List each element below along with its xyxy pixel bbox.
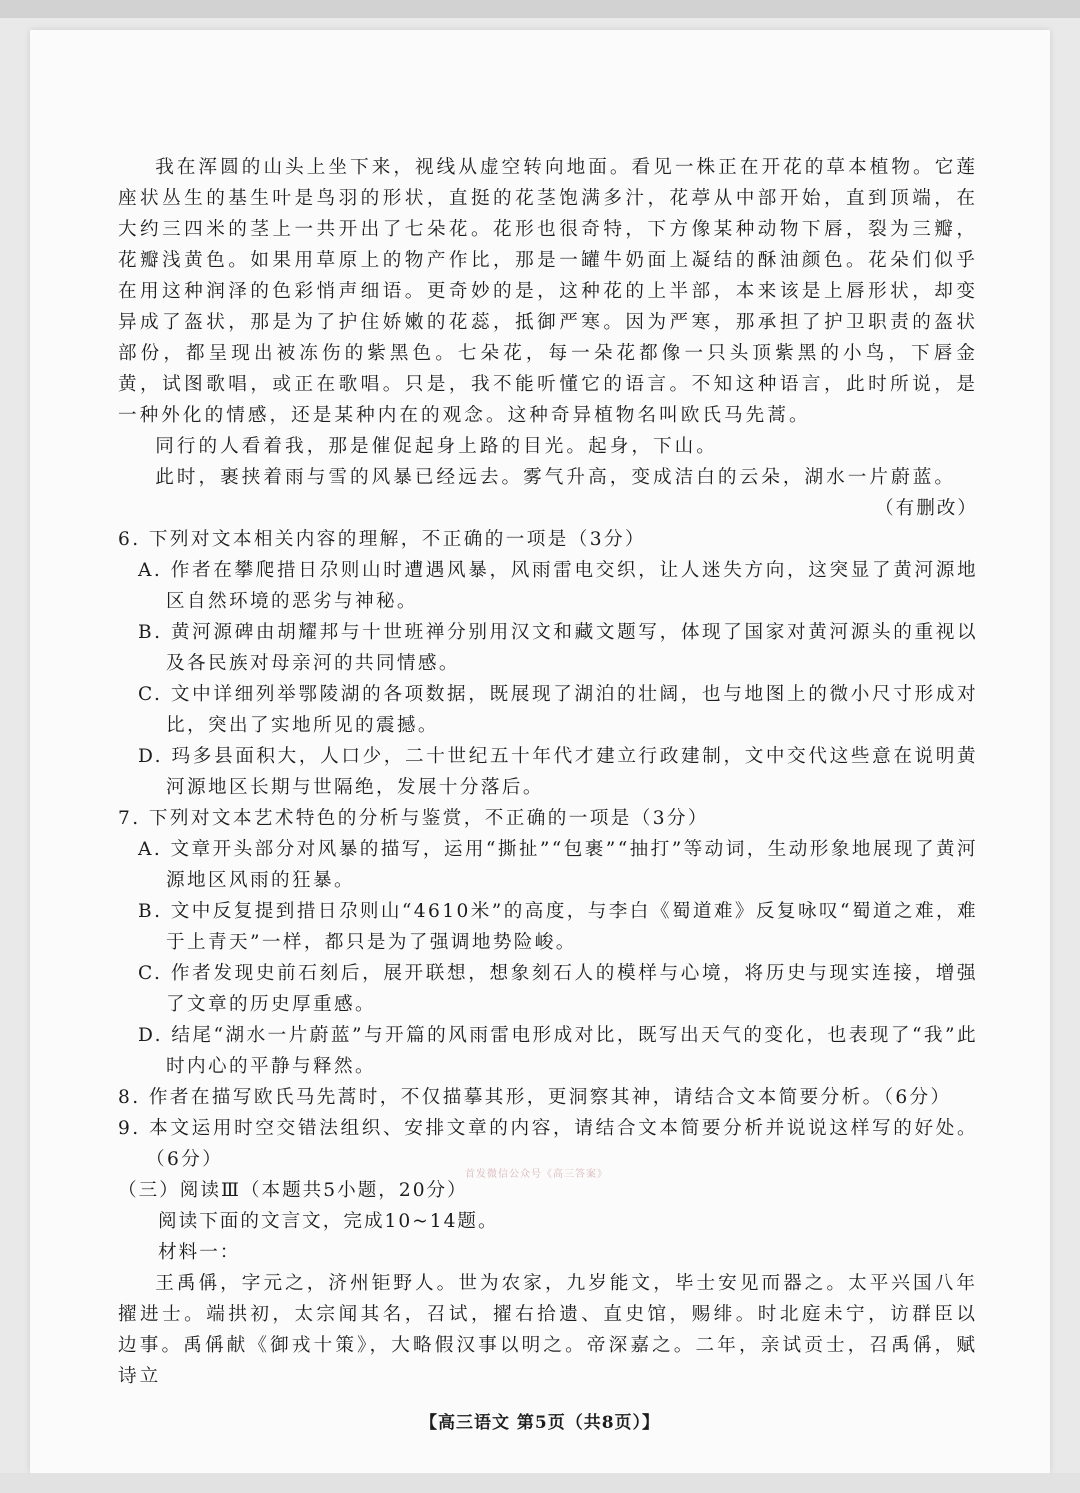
exam-page [30, 30, 1050, 1473]
classical-text: 王禹偁，字元之，济州钜野人。世为农家，九岁能文，毕士安见而器之。太平兴国八年擢进士。端拱初，太宗闻其名，召试，擢右拾遗、直史馆，赐绯。时北庭未宁，访群臣以边事。禹偁献《御戎十策》，大略假汉事以明之。帝深嘉之。二年，亲试贡士，召禹偁，赋诗立 [118, 1273, 978, 1387]
question-7-option-a: A. 文章开头部分对风暴的描写，运用“撕扯”“包裹”“抽打”等动词，生动形象地展现了黄河源地区风雨的狂暴。 [138, 839, 978, 891]
question-7-stem: 7. 下列对文本艺术特色的分析与鉴赏，不正确的一项是（3分） [118, 808, 709, 829]
source-note: （有删改） [875, 498, 978, 519]
question-6-stem: 6. 下列对文本相关内容的理解，不正确的一项是（3分） [118, 529, 646, 550]
watermark: 首发微信公众号《高三答案》 [465, 1169, 608, 1180]
bottom-bar [0, 1473, 1080, 1493]
section-3-instruction: 阅读下面的文言文，完成10~14题。 [158, 1211, 499, 1232]
question-6-option-b: B. 黄河源碑由胡耀邦与十世班禅分别用汉文和藏文题写，体现了国家对黄河源头的重视以及各民族对母亲河的共同情感。 [138, 622, 978, 674]
question-8: 8. 作者在描写欧氏马先蒿时，不仅描摹其形，更洞察其神，请结合文本简要分析。（6分） [118, 1087, 952, 1108]
question-9: 9. 本文运用时空交错法组织、安排文章的内容，请结合文本简要分析并说说这样写的好处。（6分） [118, 1118, 978, 1170]
question-7-option-b: B. 文中反复提到措日尕则山“4610米”的高度，与李白《蜀道难》反复咏叹“蜀道之难，难于上青天”一样，都只是为了强调地势险峻。 [138, 901, 978, 953]
material-label: 材料一： [158, 1242, 241, 1263]
question-6-option-c: C. 文中详细列举鄂陵湖的各项数据，既展现了湖泊的壮阔，也与地图上的微小尺寸形成对比，突出了实地所见的震撼。 [138, 684, 978, 736]
question-7-option-c: C. 作者发现史前石刻后，展开联想，想象刻石人的模样与心境，将历史与现实连接，增强了文章的历史厚重感。 [138, 963, 978, 1015]
page-footer: 【高三语文 第5页（共8页）】 [419, 1413, 661, 1433]
section-3-header: （三）阅读Ⅲ（本题共5小题，20分） [118, 1180, 468, 1201]
passage-paragraph: 我在浑圆的山头上坐下来，视线从虚空转向地面。看见一株正在开花的草本植物。它莲座状丛生的基生叶是鸟羽的形状，直挺的花茎饱满多汁，花葶从中部开始，直到顶端，在大约三四米的茎上一共开出了七朵花。花形也很奇特，下方像某种动物下唇，裂为三瓣，花瓣浅黄色。如果用草原上的物产作比，那是一罐牛奶面上凝结的酥油颜色。花朵们似乎在用这种润泽的色彩悄声细语。更奇妙的是，这种花的上半部，本来该是上唇形状，却变异成了盔状，那是为了护住娇嫩的花蕊，抵御严寒。因为严寒，那承担了护卫职责的盔状部份，都呈现出被冻伤的紫黑色。七朵花，每一朵花都像一只头顶紫黑的小鸟，下唇金黄，试图歌唱，或正在歌唱。只是，我不能听懂它的语言。不知这种语言，此时所说，是一种外化的情感，还是某种内在的观念。这种奇异植物名叫欧氏马先蒿。 [118, 157, 978, 426]
page-content [118, 152, 978, 1392]
question-6-option-d: D. 玛多县面积大，人口少，二十世纪五十年代才建立行政建制，文中交代这些意在说明黄河源地区长期与世隔绝，发展十分落后。 [138, 746, 978, 798]
top-bar [0, 0, 1080, 18]
passage-paragraph: 此时，裹挟着雨与雪的风暴已经远去。雾气升高，变成洁白的云朵，湖水一片蔚蓝。 [155, 467, 957, 488]
passage-paragraph: 同行的人看着我，那是催促起身上路的目光。起身，下山。 [155, 436, 718, 457]
question-7-option-d: D. 结尾“湖水一片蔚蓝”与开篇的风雨雷电形成对比，既写出天气的变化，也表现了“我”此时内心的平静与释然。 [138, 1025, 978, 1077]
question-6-option-a: A. 作者在攀爬措日尕则山时遭遇风暴，风雨雷电交织，让人迷失方向，这突显了黄河源地区自然环境的恶劣与神秘。 [138, 560, 978, 612]
